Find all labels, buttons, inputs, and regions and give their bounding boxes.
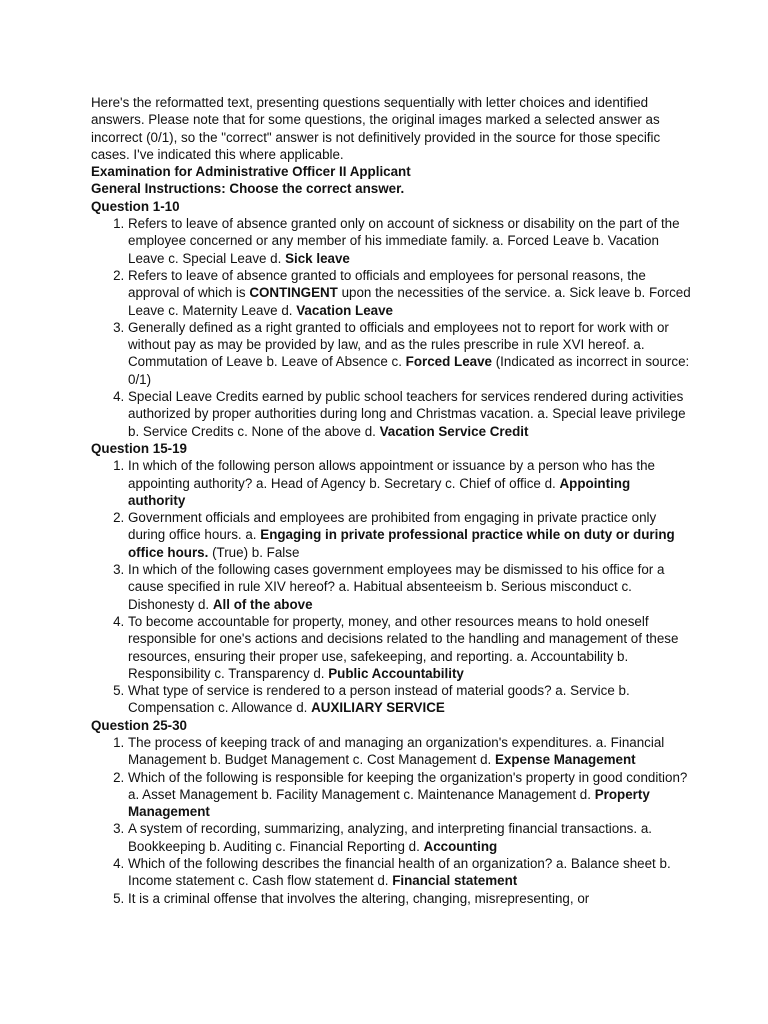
emphasis: CONTINGENT — [249, 285, 338, 301]
section-heading: Question 15-19 — [91, 440, 187, 456]
question-item: 1. Refers to leave of absence granted only on account of sickness or disability on the part of the employee concerned or any member of his immediate family. a. Forced Leave b. Vacation Leave c. Special Leave d. Sick leave — [128, 215, 691, 267]
question-item: 4. Which of the following describes the financial health of an organization? a. Balance sheet b. Income statement c. Cash flow statement d. Financial statement — [128, 855, 691, 890]
answer: Appointing authority — [128, 475, 631, 508]
question-item: 3. A system of recording, summarizing, analyzing, and interpreting financial transactions. a. Bookkeeping b. Auditing c. Financial Reporting d. Accounting — [128, 820, 691, 855]
section-heading: Question 1-10 — [91, 198, 180, 214]
question-item: 3. In which of the following cases government employees may be dismissed to his office for a cause specified in rule XIV hereof? a. Habitual absenteeism b. Serious misconduct c. Dishonesty d. All of the above — [128, 561, 691, 613]
answer: Engaging in private professional practice while on duty or during office hours. — [128, 527, 675, 560]
question-list — [91, 734, 691, 907]
question-item: 1. The process of keeping track of and managing an organization's expenditures. a. Financial Management b. Budget Management c. Cost Management d. Expense Management — [128, 734, 691, 769]
question-item: 3. Generally defined as a right granted to officials and employees not to report for work with or without pay as may be provided by law, and as the rules prescribe in rule XVI hereof. a. Commutation of Leave b. Leave of Absence c. Forced Leave (Indicated as incorrect in source: 0/1) — [128, 319, 691, 388]
answer: Sick leave — [285, 250, 350, 266]
answer: Public Accountability — [328, 665, 464, 681]
exam-title: Examination for Administrative Officer II Applicant — [91, 164, 411, 180]
question-item: 2. Which of the following is responsible for keeping the organization's property in good condition? a. Asset Management b. Facility Management c. Maintenance Management d. Property Management — [128, 769, 691, 821]
question-item: 2. Government officials and employees are prohibited from engaging in private practice only during office hours. a. Engaging in private professional practice while on duty or during office hours. (True) b. False — [128, 509, 691, 561]
question-list — [91, 457, 691, 716]
question-item: 4. Special Leave Credits earned by public school teachers for services rendered during activities authorized by proper authorities during long and Christmas vacation. a. Special leave privilege b. Service Credits c. None of the above d. Vacation Service Credit — [128, 388, 691, 440]
answer: Expense Management — [494, 752, 636, 768]
question-item: 2. Refers to leave of absence granted to officials and employees for personal reasons, the approval of which is CONTINGENT upon the necessities of the service. a. Sick leave b. Forced Leave c. Maternity Leave d. Vacation Leave — [128, 267, 691, 319]
question-item: 5. It is a criminal offense that involves the altering, changing, misrepresenting, or — [128, 890, 691, 907]
answer: Vacation Service Credit — [379, 423, 529, 439]
question-item: 4. To become accountable for property, money, and other resources means to hold oneself responsible for one's actions and decisions related to the handling and management of these resources, ensuring their proper use, safekeeping, and reporting. a. Accountability b. Responsibility c. Transparency d. Public Accountability — [128, 613, 691, 682]
answer: Vacation Leave — [296, 302, 393, 318]
answer: Property Management — [128, 786, 650, 820]
answer: All of the above — [212, 596, 313, 612]
question-item: 5. What type of service is rendered to a person instead of material goods? a. Service b. Compensation c. Allowance d. AUXILIARY SERVICE — [128, 682, 691, 717]
question-list — [91, 215, 691, 440]
general-instructions: General Instructions: Choose the correct answer. — [91, 181, 405, 197]
answer: Financial statement — [392, 873, 518, 889]
question-item: 1. In which of the following person allows appointment or issuance by a person who has the appointing authority? a. Head of Agency b. Secretary c. Chief of office d. Appointing authority — [128, 457, 691, 509]
answer: Forced Leave — [405, 354, 492, 370]
answer: AUXILIARY SERVICE — [311, 700, 445, 716]
document-page — [91, 94, 691, 907]
section-heading: Question 25-30 — [91, 717, 187, 733]
answer: Accounting — [423, 838, 498, 854]
intro-paragraph: Here's the reformatted text, presenting questions sequentially with letter choices and identified answers. Please note that for some questions, the original images marked a selected answer as incorrect (0/1), so the "correct" answer is not definitively provided in the source for those specific cases. I've indicated this where applicable. — [91, 95, 661, 162]
